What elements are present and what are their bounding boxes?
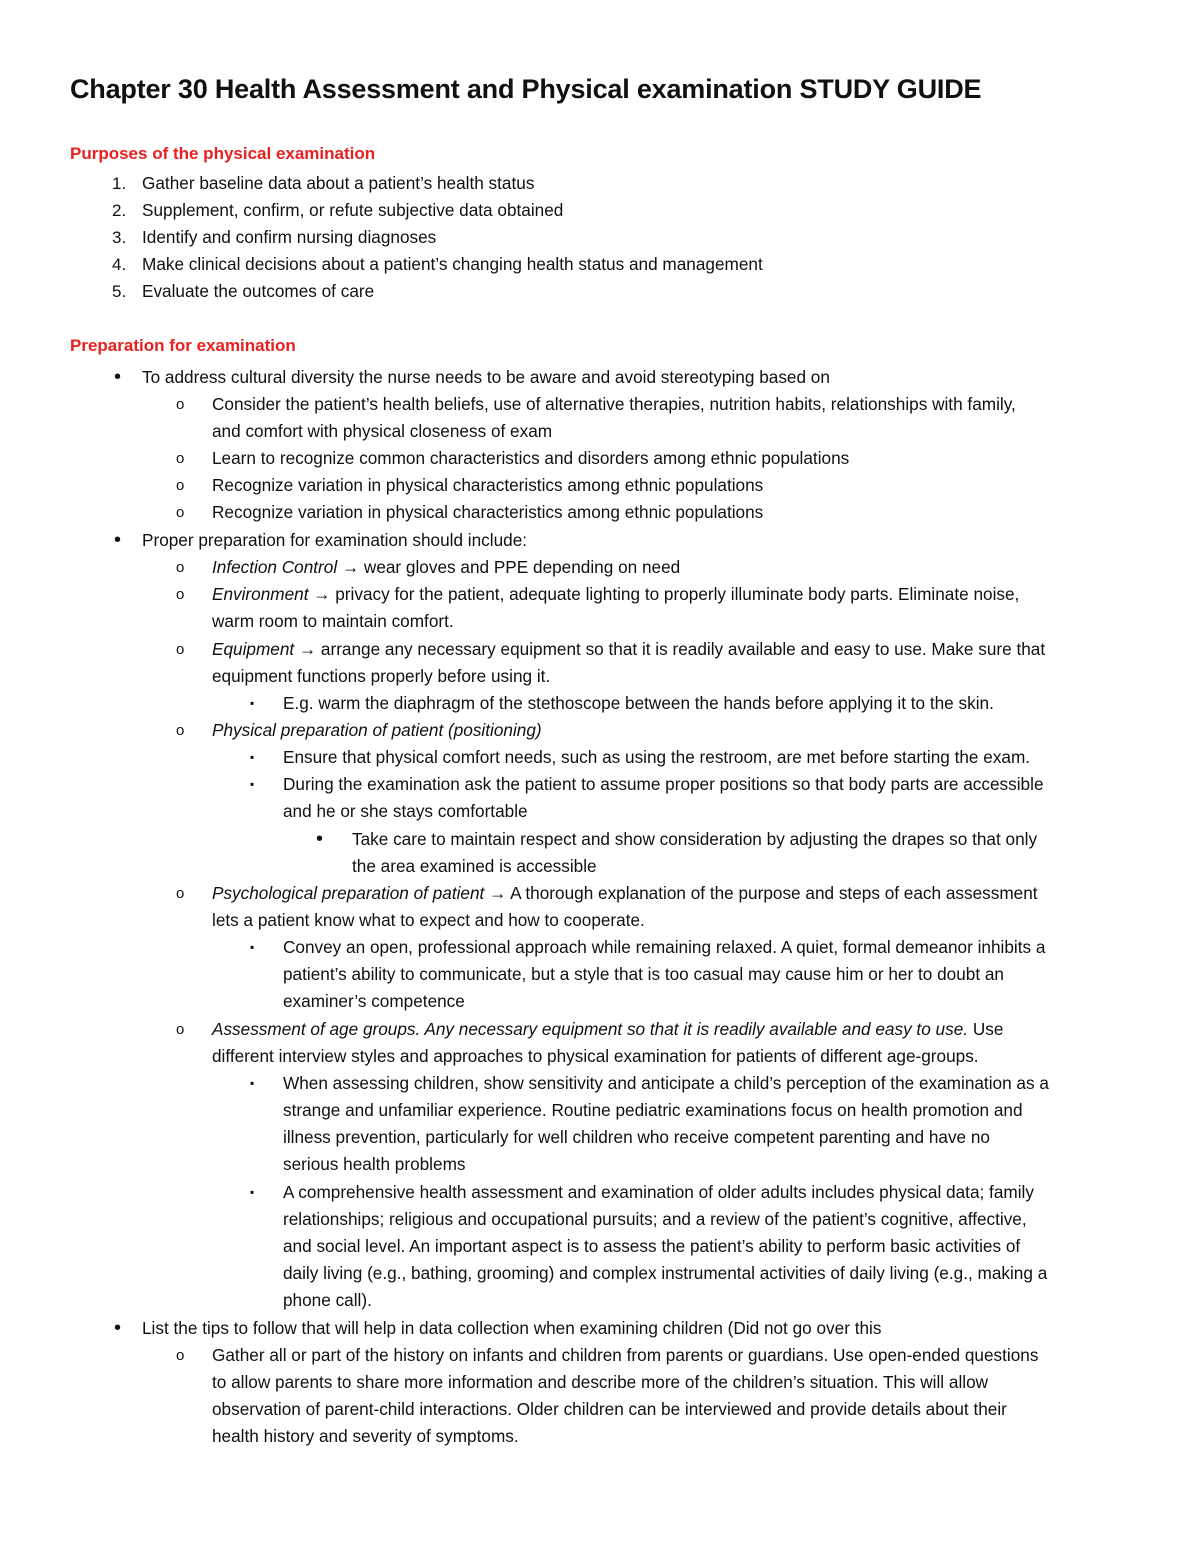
- list-item: Recognize variation in physical characteristics among ethnic populations: [212, 502, 764, 522]
- bullet-marker: •: [316, 828, 324, 850]
- list-item: To address cultural diversity the nurse needs to be aware and avoid stereotyping based on: [142, 367, 830, 387]
- item-label: Psychological preparation of patient: [212, 883, 485, 903]
- list-number: 1.: [112, 174, 127, 193]
- document-title: Chapter 30 Health Assessment and Physical examination STUDY GUIDE: [70, 74, 982, 104]
- square-marker: ▪: [250, 750, 255, 764]
- circle-marker: o: [176, 885, 185, 902]
- list-item-continuation: daily living (e.g., bathing, grooming) and complex instrumental activities of daily living (e.g., making a: [283, 1263, 1048, 1283]
- list-item-continuation: patient’s ability to communicate, but a style that is too casual may cause him or her to doubt an: [283, 964, 1004, 984]
- square-marker: ▪: [250, 777, 255, 791]
- list-item: Physical preparation of patient (positioning): [212, 720, 542, 740]
- list-item: Gather baseline data about a patient’s health status: [142, 173, 535, 193]
- section-heading-preparation: Preparation for examination: [70, 336, 296, 355]
- item-text: Use: [968, 1019, 1004, 1039]
- list-item-continuation: examiner’s competence: [283, 991, 465, 1011]
- item-text: A thorough explanation of the purpose and steps of each assessment: [506, 883, 1038, 903]
- item-label: Equipment: [212, 639, 295, 659]
- list-item: Gather all or part of the history on infants and children from parents or guardians. Use open-ended questions: [212, 1345, 1039, 1365]
- square-marker: ▪: [250, 696, 255, 710]
- list-item-continuation: the area examined is accessible: [352, 856, 597, 876]
- list-item: Make clinical decisions about a patient’s changing health status and management: [142, 254, 763, 274]
- list-item-continuation: different interview styles and approaches to physical examination for patients of different age-groups.: [212, 1046, 979, 1066]
- arrow-icon: →: [313, 584, 331, 604]
- list-item: When assessing children, show sensitivity and anticipate a child’s perception of the examination as a: [283, 1073, 1049, 1093]
- list-number: 4.: [112, 255, 127, 274]
- list-item: Proper preparation for examination should include:: [142, 530, 528, 550]
- list-item: Identify and confirm nursing diagnoses: [142, 227, 437, 247]
- square-marker: ▪: [250, 940, 255, 954]
- list-item: Consider the patient’s health beliefs, use of alternative therapies, nutrition habits, relationships with family,: [212, 394, 1016, 414]
- circle-marker: o: [176, 450, 185, 467]
- list-item-continuation: relationships; religious and occupational pursuits; and a review of the patient’s cognitive, affective,: [283, 1209, 1027, 1229]
- list-item-continuation: illness prevention, particularly for well children who receive competent parenting and have no: [283, 1127, 990, 1147]
- list-number: 5.: [112, 282, 127, 301]
- list-item-continuation: phone call).: [283, 1290, 372, 1310]
- item-text: privacy for the patient, adequate lighting to properly illuminate body parts. Eliminate noise,: [330, 584, 1020, 604]
- list-item: Convey an open, professional approach while remaining relaxed. A quiet, formal demeanor inhibits a: [283, 937, 1046, 957]
- square-marker: ▪: [250, 1185, 255, 1199]
- list-item-continuation: and comfort with physical closeness of exam: [212, 421, 553, 441]
- list-item: During the examination ask the patient to assume proper positions so that body parts are accessible: [283, 774, 1044, 794]
- square-marker: ▪: [250, 1076, 255, 1090]
- circle-marker: o: [176, 722, 185, 739]
- item-text: arrange any necessary equipment so that it is readily available and easy to use. Make sure that: [316, 639, 1046, 659]
- list-item: [212, 1016, 1003, 1043]
- list-item: [212, 581, 1019, 608]
- list-item: Take care to maintain respect and show consideration by adjusting the drapes so that only: [352, 829, 1038, 849]
- circle-marker: o: [176, 504, 185, 521]
- arrow-icon: →: [298, 639, 317, 659]
- list-item: Evaluate the outcomes of care: [142, 281, 375, 301]
- list-item-continuation: strange and unfamiliar experience. Routine pediatric examinations focus on health promotion and: [283, 1100, 1023, 1120]
- circle-marker: o: [176, 396, 185, 413]
- list-item: [212, 554, 680, 581]
- circle-marker: o: [176, 477, 185, 494]
- list-number: 3.: [112, 228, 127, 247]
- list-item-continuation: observation of parent-child interactions. Older children can be interviewed and provide details about their: [212, 1399, 1007, 1419]
- list-item: A comprehensive health assessment and examination of older adults includes physical data; family: [283, 1182, 1034, 1202]
- arrow-icon: →: [341, 557, 360, 577]
- list-item: E.g. warm the diaphragm of the stethoscope between the hands before applying it to the skin.: [283, 693, 994, 713]
- list-item: [212, 636, 1045, 663]
- circle-marker: o: [176, 586, 185, 603]
- circle-marker: o: [176, 641, 185, 658]
- item-label: Infection Control: [212, 557, 338, 577]
- list-item-continuation: and social level. An important aspect is to assess the patient’s ability to perform basic activities of: [283, 1236, 1021, 1256]
- item-text: wear gloves and PPE depending on need: [359, 557, 681, 577]
- list-item-continuation: equipment functions properly before using it.: [212, 666, 551, 686]
- list-item: Recognize variation in physical characteristics among ethnic populations: [212, 475, 764, 495]
- list-item-continuation: health history and severity of symptoms.: [212, 1426, 519, 1446]
- list-item-continuation: and he or she stays comfortable: [283, 801, 528, 821]
- list-item-continuation: lets a patient know what to expect and how to cooperate.: [212, 910, 645, 930]
- arrow-icon: →: [489, 883, 507, 903]
- list-item-continuation: warm room to maintain comfort.: [212, 611, 454, 631]
- bullet-marker: •: [114, 529, 122, 551]
- item-label: Environment: [212, 584, 309, 604]
- list-item-continuation: serious health problems: [283, 1154, 466, 1174]
- bullet-marker: •: [114, 366, 122, 388]
- bullet-marker: •: [114, 1317, 122, 1339]
- list-item: Supplement, confirm, or refute subjective data obtained: [142, 200, 564, 220]
- list-item: List the tips to follow that will help in data collection when examining children (Did not go over this: [142, 1318, 882, 1338]
- list-number: 2.: [112, 201, 127, 220]
- item-label: Assessment of age groups. Any necessary equipment so that it is readily available and easy to use.: [212, 1019, 969, 1039]
- circle-marker: o: [176, 1021, 185, 1038]
- circle-marker: o: [176, 559, 185, 576]
- section-heading-purposes: Purposes of the physical examination: [70, 144, 376, 163]
- list-item-continuation: to allow parents to share more information and describe more of the children’s situation. This will allow: [212, 1372, 989, 1392]
- list-item: Ensure that physical comfort needs, such as using the restroom, are met before starting the exam.: [283, 747, 1031, 767]
- list-item: [212, 880, 1038, 907]
- list-item: Learn to recognize common characteristics and disorders among ethnic populations: [212, 448, 850, 468]
- circle-marker: o: [176, 1347, 185, 1364]
